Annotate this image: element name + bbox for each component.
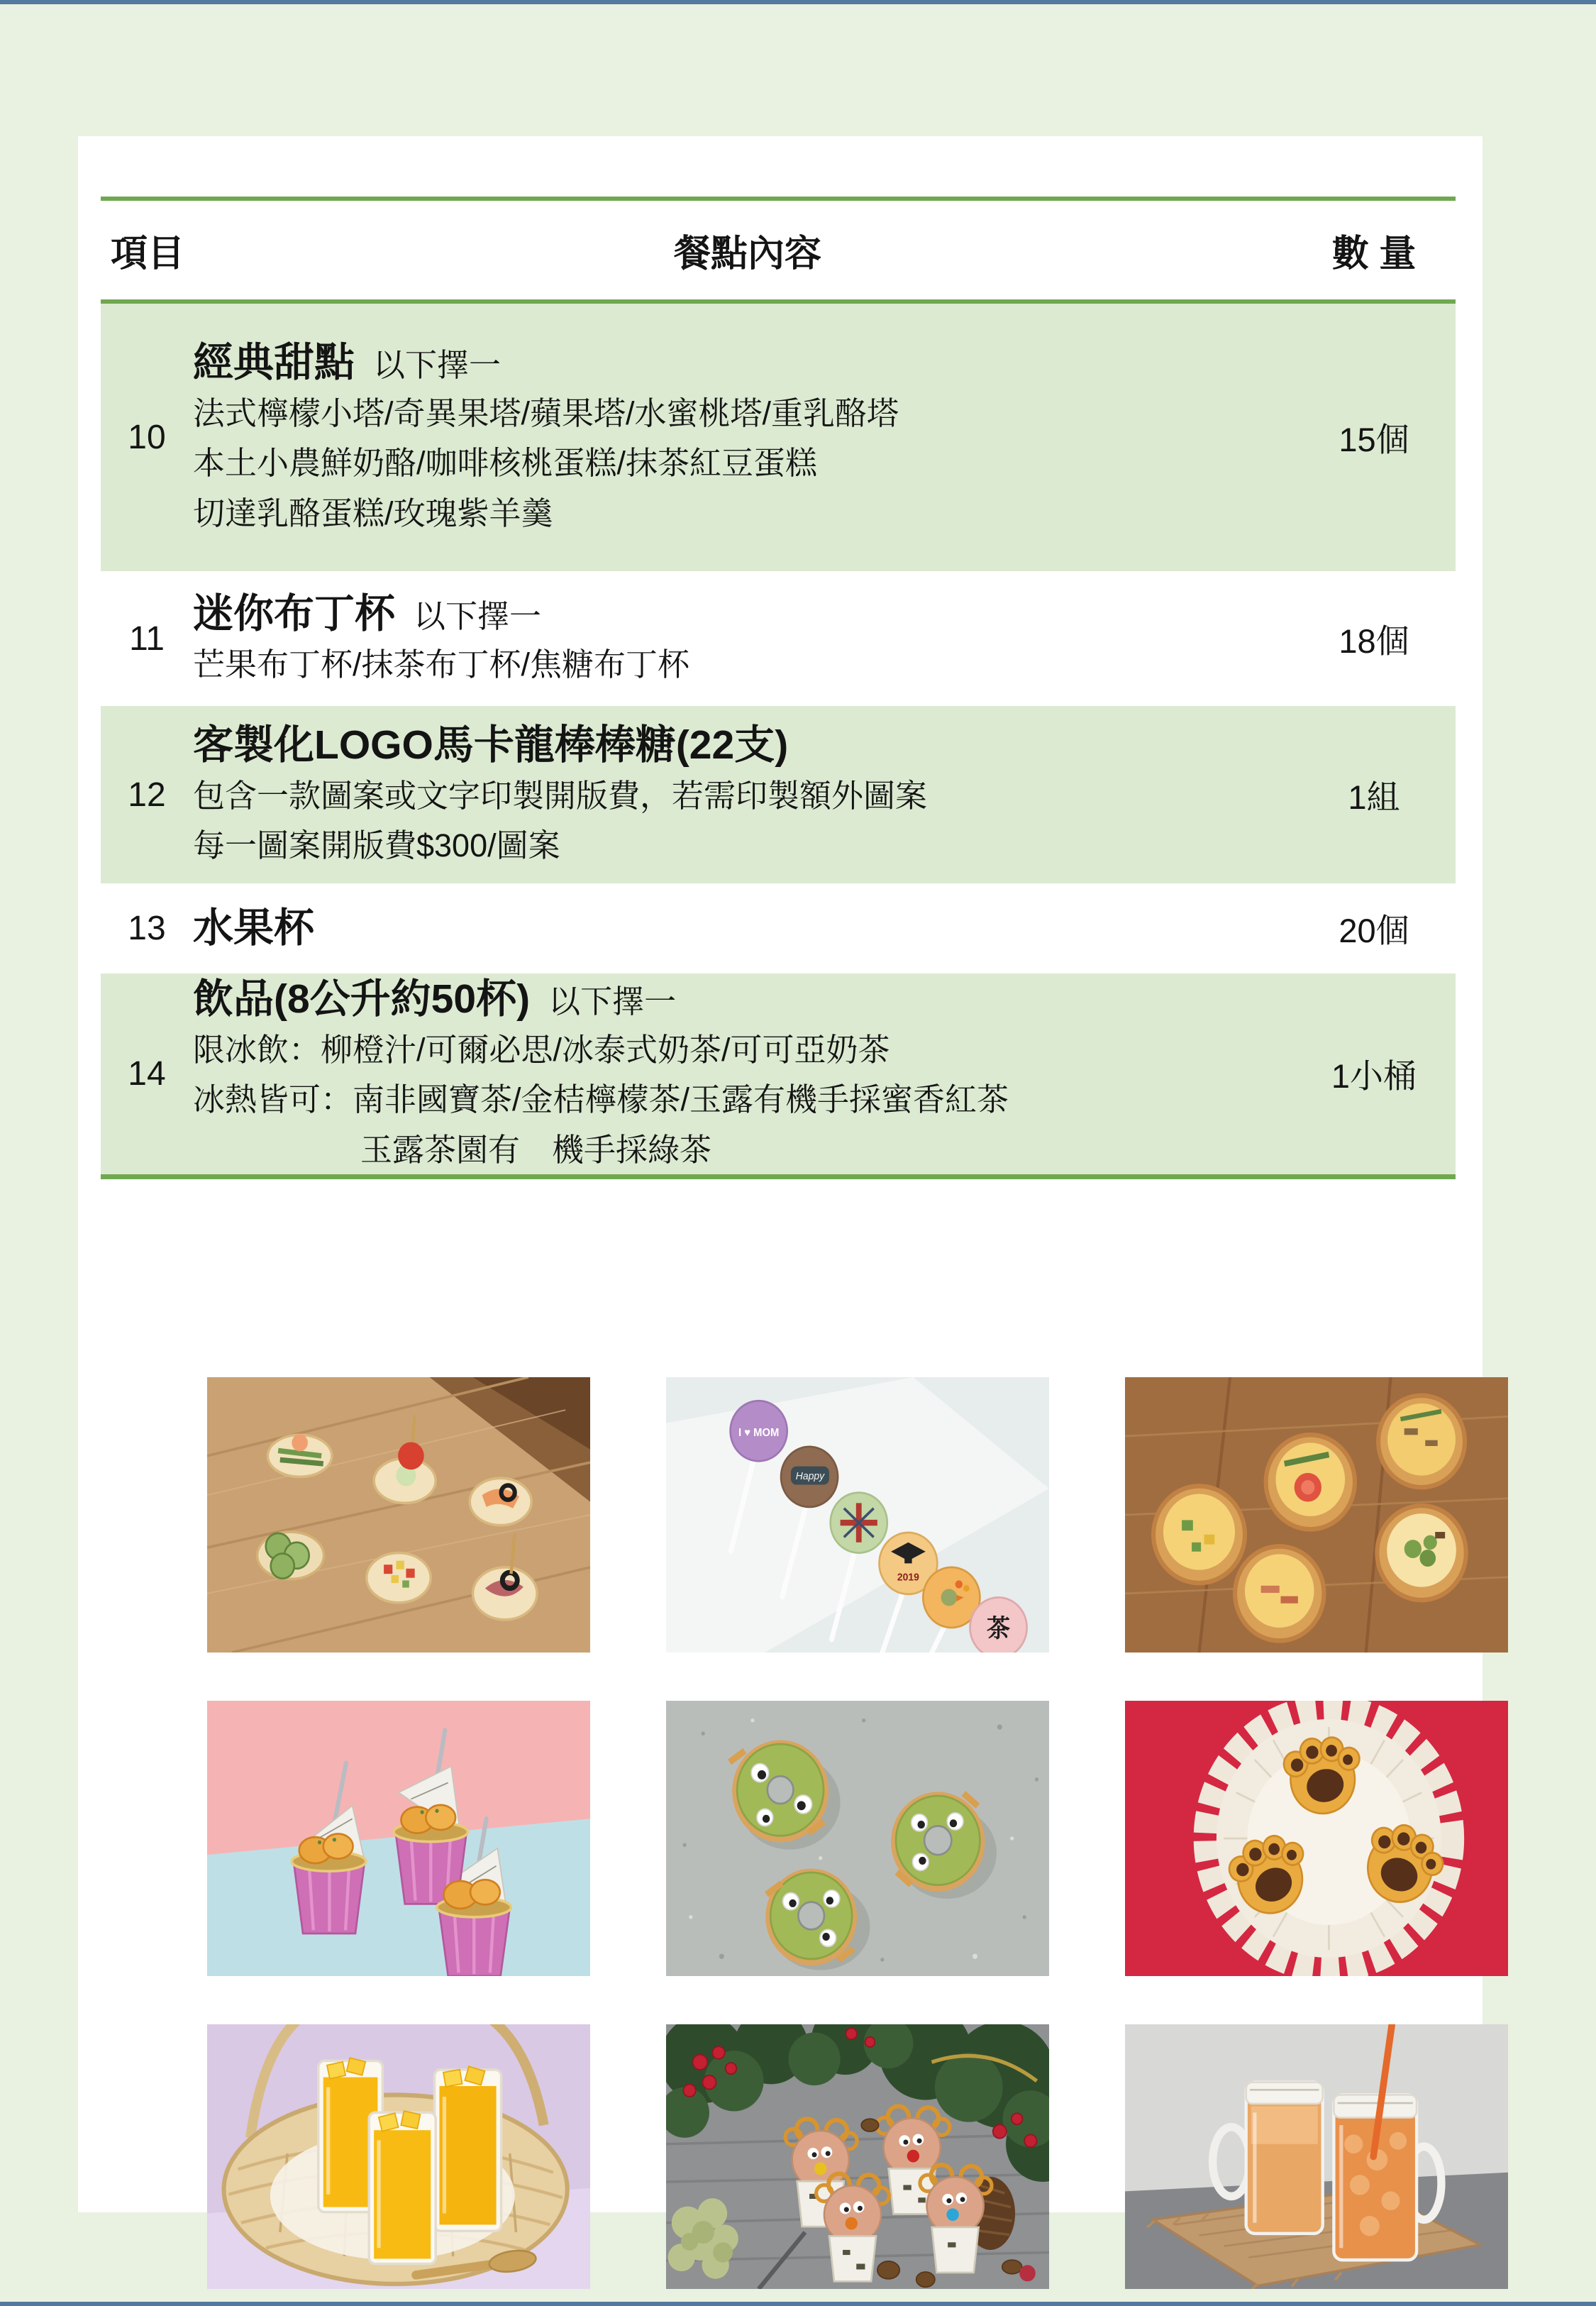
table-row [101,883,1456,973]
row-content [193,883,1292,973]
row-content [193,571,1292,706]
row-subtitle: 以下擇一 [548,983,677,1020]
row-option-line: 切達乳酪蛋糕/玫瑰紫羊羹 [193,495,553,531]
row-content [193,706,1292,883]
logo-macaron-lollipop-photo [666,1377,1049,1653]
menu-card [78,136,1483,2212]
row-number: 12 [128,776,166,814]
row-option-line: 玉露茶園有 機手採綠茶 [360,1131,712,1168]
svg-text:Happy: Happy [795,1470,825,1483]
menu-table [101,197,1456,1179]
table-header-row [101,201,1456,304]
row-quantity: 1組 [1348,778,1400,816]
row-title: 迷你布丁杯 [193,590,395,636]
svg-text:2019: 2019 [897,1572,919,1584]
row-option-line: 法式檸檬小塔/奇異果塔/蘋果塔/水蜜桃塔/重乳酪塔 [193,395,899,432]
row-quantity: 15個 [1339,421,1409,458]
row-number: 13 [128,910,166,947]
svg-text:茶: 茶 [987,1614,1011,1643]
canape-crostini-photo [207,1377,590,1653]
row-number: 11 [129,619,165,658]
reindeer-cupcake-photo [666,2024,1049,2289]
row-title: 經典甜點 [193,340,355,386]
row-option-line: 冰熱皆可：南非國寶茶/金桔檸檬茶/玉露有機手採蜜香紅茶 [193,1081,1009,1118]
header-item: 項目 [111,233,185,275]
table-row [101,304,1456,571]
svg-text:I ♥ MOM: I ♥ MOM [738,1426,780,1440]
row-option-line: 芒果布丁杯/抹茶布丁杯/焦糖布丁杯 [193,646,690,683]
header-content: 餐點內容 [673,233,821,275]
row-subtitle: 以下擇一 [373,347,501,384]
table-row [101,973,1456,1174]
row-title: 水果杯 [193,905,314,951]
matcha-donut-photo [666,1701,1049,1976]
milk-tea-photo [1125,2024,1508,2289]
table-row [101,706,1456,883]
row-quantity: 20個 [1339,912,1409,949]
row-quantity: 1小桶 [1331,1057,1417,1095]
bottom-edge-strip [0,2302,1596,2306]
mango-juice-photo [207,2024,590,2289]
table-row [101,571,1456,706]
row-quantity: 18個 [1339,622,1409,660]
food-photo-grid [179,1366,1536,2300]
mini-quiche-photo [1125,1377,1508,1653]
row-content [193,973,1292,1174]
fried-snack-cup-photo [207,1701,590,1976]
row-option-line: 限冰飲：柳橙汁/可爾必思/冰泰式奶茶/可可亞奶茶 [193,1032,890,1069]
row-title: 客製化LOGO馬卡龍棒棒糖(22支) [193,722,789,768]
row-subtitle: 以下擇一 [414,597,542,634]
row-content [193,304,1292,571]
row-number: 10 [128,419,166,456]
row-note-line: 包含一款圖案或文字印製開版費，若需印製額外圖案 [193,777,928,814]
row-number: 14 [128,1055,166,1093]
header-qty: 數 量 [1331,233,1417,275]
top-edge-strip [0,0,1596,4]
row-title: 飲品(8公升約50杯) [193,976,531,1022]
paw-cookie-photo [1125,1701,1508,1976]
row-note-line: 每一圖案開版費$300/圖案 [193,827,560,864]
row-option-line: 本土小農鮮奶酪/咖啡核桃蛋糕/抹茶紅豆蛋糕 [193,445,818,482]
